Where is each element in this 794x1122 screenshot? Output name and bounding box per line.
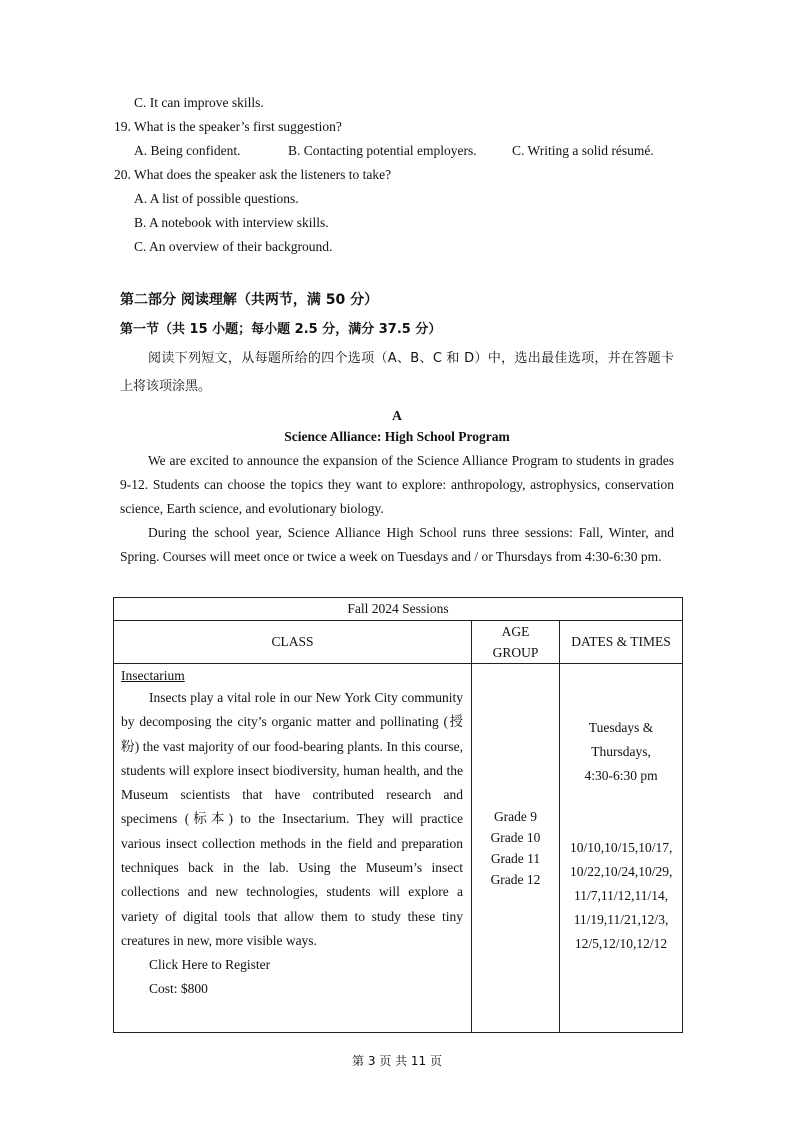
q19-question: 19. What is the speaker’s first suggestion? — [114, 119, 342, 134]
dates-cell — [560, 664, 683, 1033]
instructions: 阅读下列短文，从每题所给的四个选项（A、B、C 和 D）中，选出最佳选项，并在答题卡上将该项涂黑。 — [120, 351, 674, 394]
sessions-table — [113, 597, 683, 1033]
class-days: Tuesdays & Thursdays, — [588, 720, 654, 759]
q20-option-c: C. An overview of their background. — [134, 239, 333, 254]
q19-option-a: A. Being confident. — [134, 143, 241, 158]
class-time: 4:30-6:30 pm — [584, 768, 658, 783]
header-dates-times: DATES & TIMES — [560, 621, 683, 664]
header-age-group: AGE GROUP — [472, 621, 560, 664]
class-cost: Cost: $800 — [149, 981, 208, 997]
header-class: CLASS — [114, 621, 472, 664]
passage-letter: A — [392, 408, 402, 423]
q19-option-c: C. Writing a solid résumé. — [512, 143, 654, 158]
age-group-cell — [472, 664, 560, 1033]
paragraph-1: We are excited to announce the expansion of the Science Alliance Program to students in grades 9-12. Students can choose the topics they want to explore: anthropology, astrophysics, conservation science, Earth science, and evolutionary biology. — [120, 453, 674, 516]
register-link[interactable]: Click Here to Register — [149, 957, 271, 973]
q20-question: 20. What does the speaker ask the listeners to take? — [114, 167, 392, 182]
table-caption: Fall 2024 Sessions — [114, 598, 683, 621]
grade-item: Grade 10 — [490, 830, 541, 845]
grade-item: Grade 11 — [490, 851, 541, 866]
q19-option-b: B. Contacting potential employers. — [288, 143, 477, 158]
page-footer: 第 3 页 共 11 页 — [352, 1054, 442, 1068]
part-title: 第二部分 阅读理解（共两节，满 50 分） — [120, 292, 379, 308]
grade-item: Grade 9 — [493, 809, 538, 824]
paragraph-2: During the school year, Science Alliance High School runs three sessions: Fall, Winter, and Spring. Courses will meet once or twice a week on Tuesdays and / or Thursdays from 4:30-6:30 pm. — [120, 525, 674, 564]
class-description: Insects play a vital role in our New York City community by decomposing the city’s organic matter and pollinating (授粉) the vast majority of our food-bearing plants. In this course, students will explore insect biodiversity, human health, and the Museum scientists that have contributed research and specimens (标本) to the Insectarium. They will practice various insect collection methods in the field and preparation techniques back in the lab. Using the Museum’s insect collections and new technologies, students will explore a variety of digital tools that allow them to study these tiny creatures in new, more visible ways. — [121, 690, 463, 948]
class-dates: 10/10,10/15,10/17, 10/22,10/24,10/29, 11/7,11/12,11/14, 11/19,11/21,12/3, 12/5,12/10,12/12 — [570, 840, 673, 951]
passage-title: Science Alliance: High School Program — [284, 429, 510, 444]
q20-option-b: B. A notebook with interview skills. — [134, 215, 329, 230]
grade-item: Grade 12 — [490, 872, 541, 887]
section-title: 第一节（共 15 小题；每小题 2.5 分，满分 37.5 分） — [120, 322, 442, 337]
q18-option-c: C. It can improve skills. — [134, 95, 264, 110]
class-cell — [114, 664, 472, 1033]
class-title: Insectarium — [121, 668, 185, 683]
q20-option-a: A. A list of possible questions. — [134, 191, 299, 206]
